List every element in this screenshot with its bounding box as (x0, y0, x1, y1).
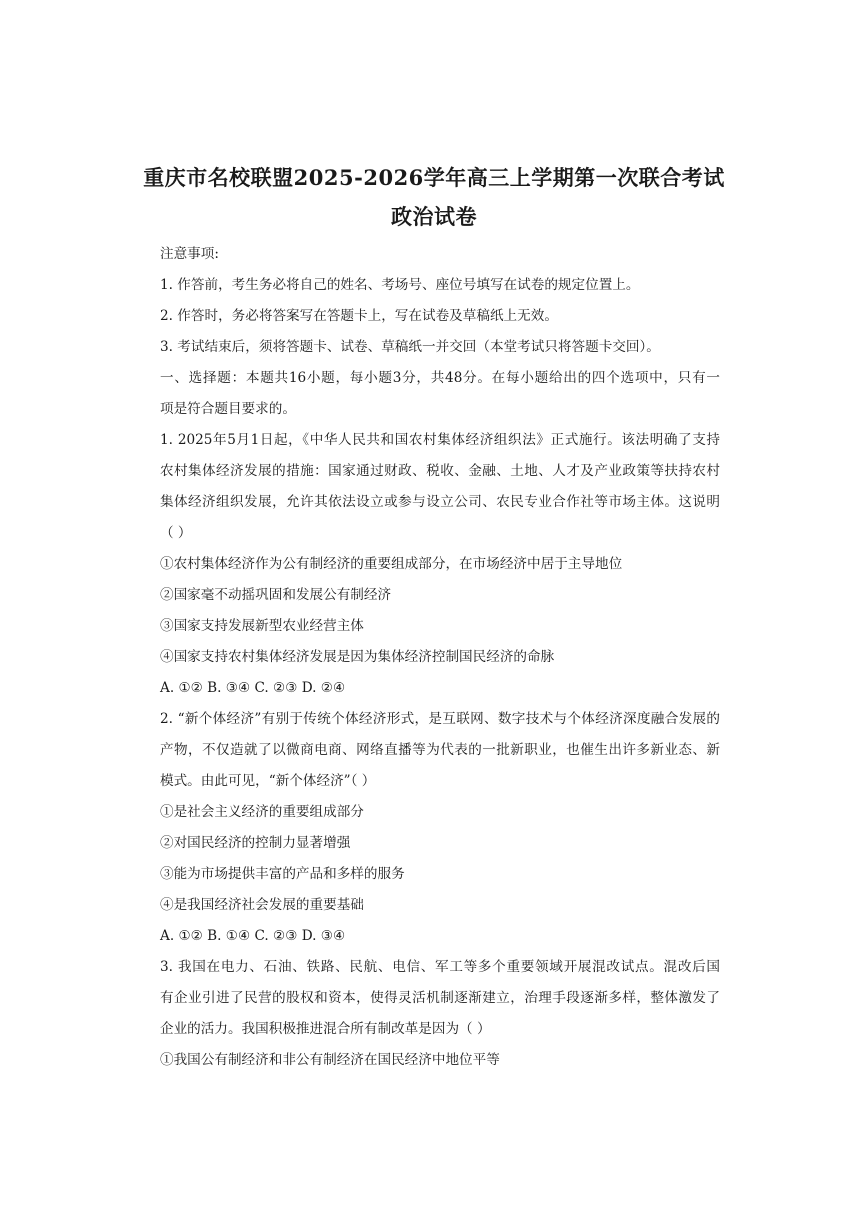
question-stem-line: 模式。由此可见，“新个体经济”（ ） (160, 773, 376, 789)
answer-blank: （ ） (160, 525, 192, 541)
notice-heading: 注意事项: (160, 246, 219, 262)
question-stem-line: 2. “新个体经济”有别于传统个体经济形式，是互联网、数字技术与个体经济深度融合发展的 (160, 711, 720, 727)
question-stem-line: 农村集体经济发展的措施：国家通过财政、税收、金融、土地、人才及产业政策等扶持农村 (160, 463, 720, 479)
answer-options: A. ①② B. ③④ C. ②③ D. ②④ (160, 680, 346, 696)
statement: ④是我国经济社会发展的重要基础 (160, 897, 364, 913)
question-stem-line: 有企业引进了民营的股权和资本，使得灵活机制逐渐建立，治理手段逐渐多样，整体激发了 (160, 990, 720, 1006)
answer-options: A. ①② B. ①④ C. ②③ D. ③④ (160, 928, 346, 944)
question-stem-line: 集体经济组织发展，允许其依法设立或参与设立公司、农民专业合作社等市场主体。这说明 (160, 494, 720, 510)
notice-item: 1. 作答前，考生务必将自己的姓名、考场号、座位号填写在试卷的规定位置上。 (160, 277, 640, 293)
statement: ③国家支持发展新型农业经营主体 (160, 618, 364, 634)
section-intro-line: 一、选择题：本题共16小题，每小题3分，共48分。在每小题给出的四个选项中，只有一 (160, 370, 720, 386)
statement: ①是社会主义经济的重要组成部分 (160, 804, 364, 820)
question-stem-line: 产物，不仅造就了以微商电商、网络直播等为代表的一批新职业，也催生出许多新业态、新 (160, 742, 720, 758)
exam-subtitle: 政治试卷 (391, 204, 477, 229)
section-intro-line: 项是符合题目要求的。 (160, 401, 296, 417)
statement: ④国家支持农村集体经济发展是因为集体经济控制国民经济的命脉 (160, 649, 555, 665)
notice-item: 3. 考试结束后，须将答题卡、试卷、草稿纸一并交回（本堂考试只将答题卡交回）。 (160, 339, 660, 355)
question-stem-line: 1. 2025年5月1日起，《中华人民共和国农村集体经济组织法》正式施行。该法明确了支持 (160, 432, 720, 448)
statement: ③能为市场提供丰富的产品和多样的服务 (160, 866, 405, 882)
question-stem-line: 企业的活力。我国积极推进混合所有制改革是因为（ ） (160, 1021, 491, 1037)
statement: ①我国公有制经济和非公有制经济在国民经济中地位平等 (160, 1052, 500, 1068)
exam-title: 重庆市名校联盟2025-2026学年高三上学期第一次联合考试 (143, 165, 725, 190)
statement: ①农村集体经济作为公有制经济的重要组成部分，在市场经济中居于主导地位 (160, 556, 623, 572)
statement: ②国家毫不动摇巩固和发展公有制经济 (160, 587, 392, 603)
notice-item: 2. 作答时，务必将答案写在答题卡上，写在试卷及草稿纸上无效。 (160, 308, 558, 324)
question-stem-line: 3. 我国在电力、石油、铁路、民航、电信、军工等多个重要领域开展混改试点。混改后国 (160, 959, 720, 975)
statement: ②对国民经济的控制力显著增强 (160, 835, 351, 851)
